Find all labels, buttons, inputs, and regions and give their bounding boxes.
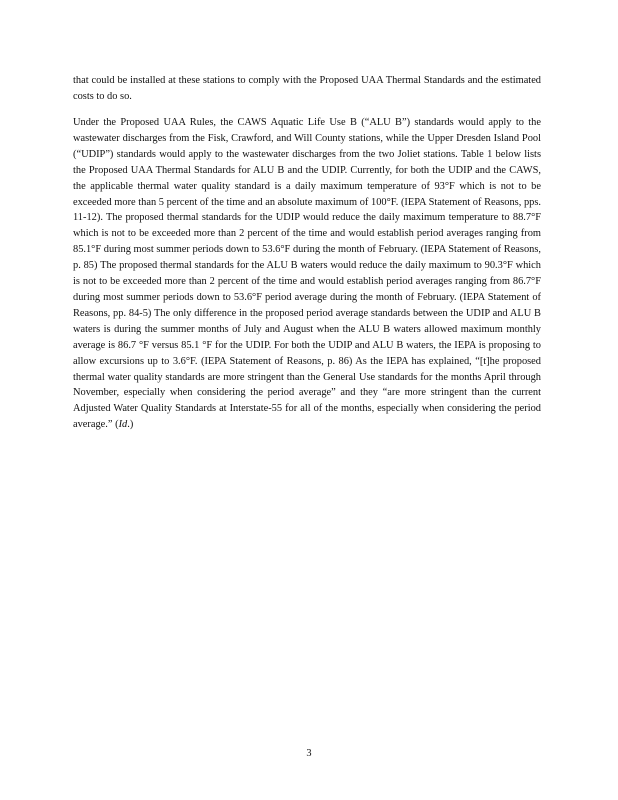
paragraph-continuation: that could be installed at these stations to comply with the Proposed UAA Thermal Standards and the estimated costs to do so.	[73, 75, 541, 102]
citation-id: Id	[118, 419, 128, 431]
page-number: 3	[306, 748, 312, 759]
paragraph-thermal-standards	[73, 115, 541, 433]
paragraph-tail: .)	[127, 419, 134, 431]
paragraph-body: Under the Proposed UAA Rules, the CAWS Aquatic Life Use B (“ALU B”) standards would apply to the wastewater discharges from the Fisk, Crawford, and Will County stations, while the Upper Dresden Island Pool (“UDIP”) standards would apply to the wastewater discharges from the two Joliet stations. Table 1 below lists the Proposed UAA Thermal Standards for ALU B and the UDIP. Currently, for both the UDIP and the CAWS, the applicable thermal water quality standard is a daily maximum temperature of 93°F which is not to be exceeded more than 5 percent of the time and an absolute maximum of 100°F. (IEPA Statement of Reasons, pps. 11-12). The proposed thermal standards for the UDIP would reduce the daily maximum temperature to 88.7°F which is not to be exceeded more than 2 percent of the time and would establish period averages ranging from 85.1°F during most summer periods down to 53.6°F during the month of February. (IEPA Statement of Reasons, p. 85) The proposed thermal standards for the ALU B waters would reduce the daily maximum to 90.3°F which is not to be exceeded more than 2 percent of the time and would establish period averages ranging from 86.7°F during most summer periods down to 53.6°F period average during the month of February. (IEPA Statement of Reasons, pp. 84-5) The only difference in the proposed period average standards between the UDIP and ALU B waters is during the summer months of July and August when the ALU B waters allowed maximum monthly average is 86.7 °F versus 85.1 °F for the UDIP. For both the UDIP and ALU B waters, the IEPA is proposing to allow excursions up to 3.6°F. (IEPA Statement of Reasons, p. 86) As the IEPA has explained, “[t]he proposed thermal water quality standards are more stringent than the General Use standards for the months April through November, especially when considering the period average” and they “are more stringent than the current Adjusted Water Quality Standards at Interstate-55 for all of the months, especially when considering the period average.” (	[73, 117, 541, 431]
